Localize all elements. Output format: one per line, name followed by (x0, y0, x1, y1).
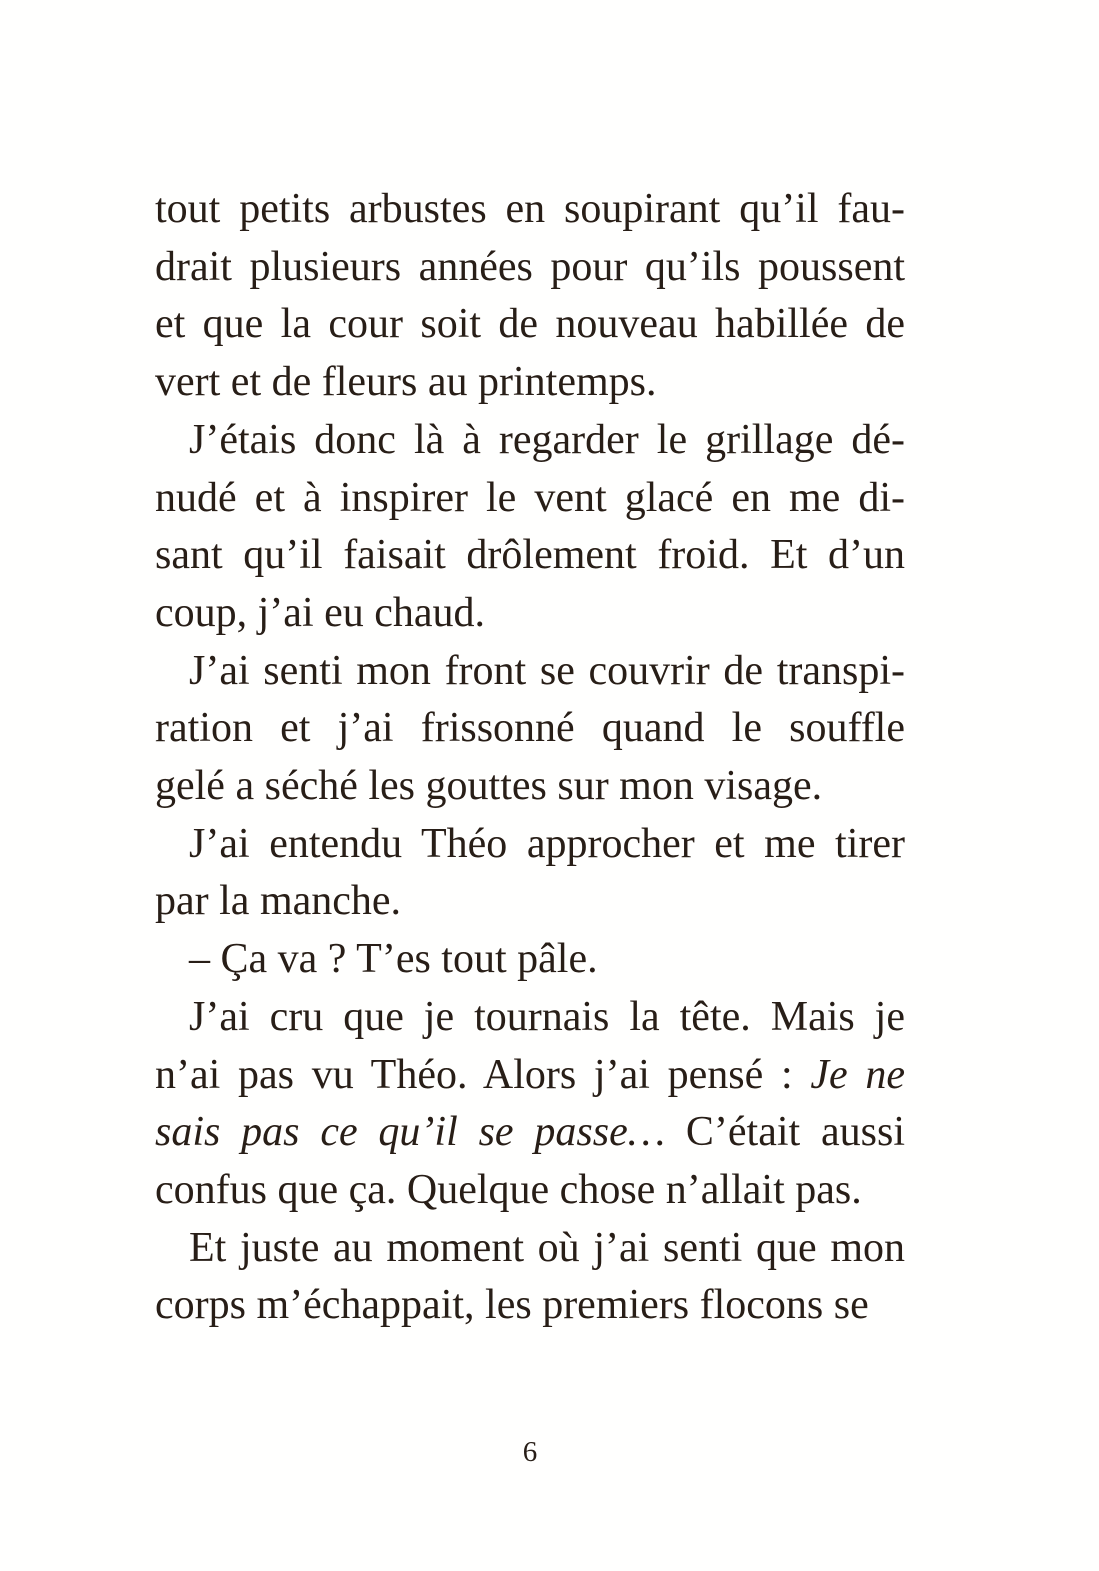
page-number: 6 (522, 1436, 538, 1468)
text-line (155, 412, 905, 470)
text-segment: coup, j’ai eu chaud. (155, 589, 486, 636)
text-segment: drait plusieurs années pour qu’ils poussent (155, 243, 905, 290)
text-line (155, 758, 905, 816)
text-line (155, 239, 905, 297)
text-line (155, 527, 905, 585)
text-line (155, 1277, 905, 1335)
text-line (155, 931, 905, 989)
text-line (155, 1162, 905, 1220)
italic-text-segment: Je ne (810, 1051, 905, 1098)
italic-text-segment: sais pas ce qu’il se passe… (155, 1109, 666, 1156)
text-segment: confus que ça. Quelque chose n’allait pas. (155, 1166, 862, 1213)
text-segment: J’ai entendu Théo approcher et me tirer (189, 820, 905, 867)
text-segment: Et juste au moment où j’ai senti que mon (189, 1224, 905, 1271)
text-segment: sant qu’il faisait drôlement froid. Et d’un (155, 532, 905, 579)
text-line (155, 643, 905, 701)
text-segment: J’étais donc là à regarder le grillage dé- (189, 416, 905, 463)
text-line (155, 354, 905, 412)
text-segment: par la manche. (155, 878, 402, 925)
text-segment: C’était aussi (665, 1109, 905, 1156)
text-line (155, 873, 905, 931)
text-segment: J’ai senti mon front se couvrir de transpi- (189, 647, 905, 694)
text-segment: et que la cour soit de nouveau habillée de (155, 301, 905, 348)
text-line (155, 470, 905, 528)
text-line (155, 1220, 905, 1278)
text-segment: ration et j’ai frissonné quand le souffle (155, 705, 905, 752)
text-segment: nudé et à inspirer le vent glacé en me di- (155, 474, 905, 521)
text-line (155, 700, 905, 758)
text-line (155, 296, 905, 354)
text-segment: J’ai cru que je tournais la tête. Mais je (189, 993, 905, 1040)
text-segment: gelé a séché les gouttes sur mon visage. (155, 763, 823, 810)
page-text-block (155, 181, 905, 1335)
text-line (155, 181, 905, 239)
text-segment: vert et de fleurs au printemps. (155, 359, 657, 406)
text-segment: – Ça va ? T’es tout pâle. (189, 936, 598, 983)
text-segment: tout petits arbustes en soupirant qu’il fau- (155, 186, 905, 232)
text-line (155, 1104, 905, 1162)
text-segment: corps m’échappait, les premiers flocons se (155, 1282, 869, 1329)
text-line (155, 585, 905, 643)
text-line (155, 1047, 905, 1105)
text-line (155, 989, 905, 1047)
text-line (155, 816, 905, 874)
text-segment: n’ai pas vu Théo. Alors j’ai pensé : (155, 1051, 811, 1098)
